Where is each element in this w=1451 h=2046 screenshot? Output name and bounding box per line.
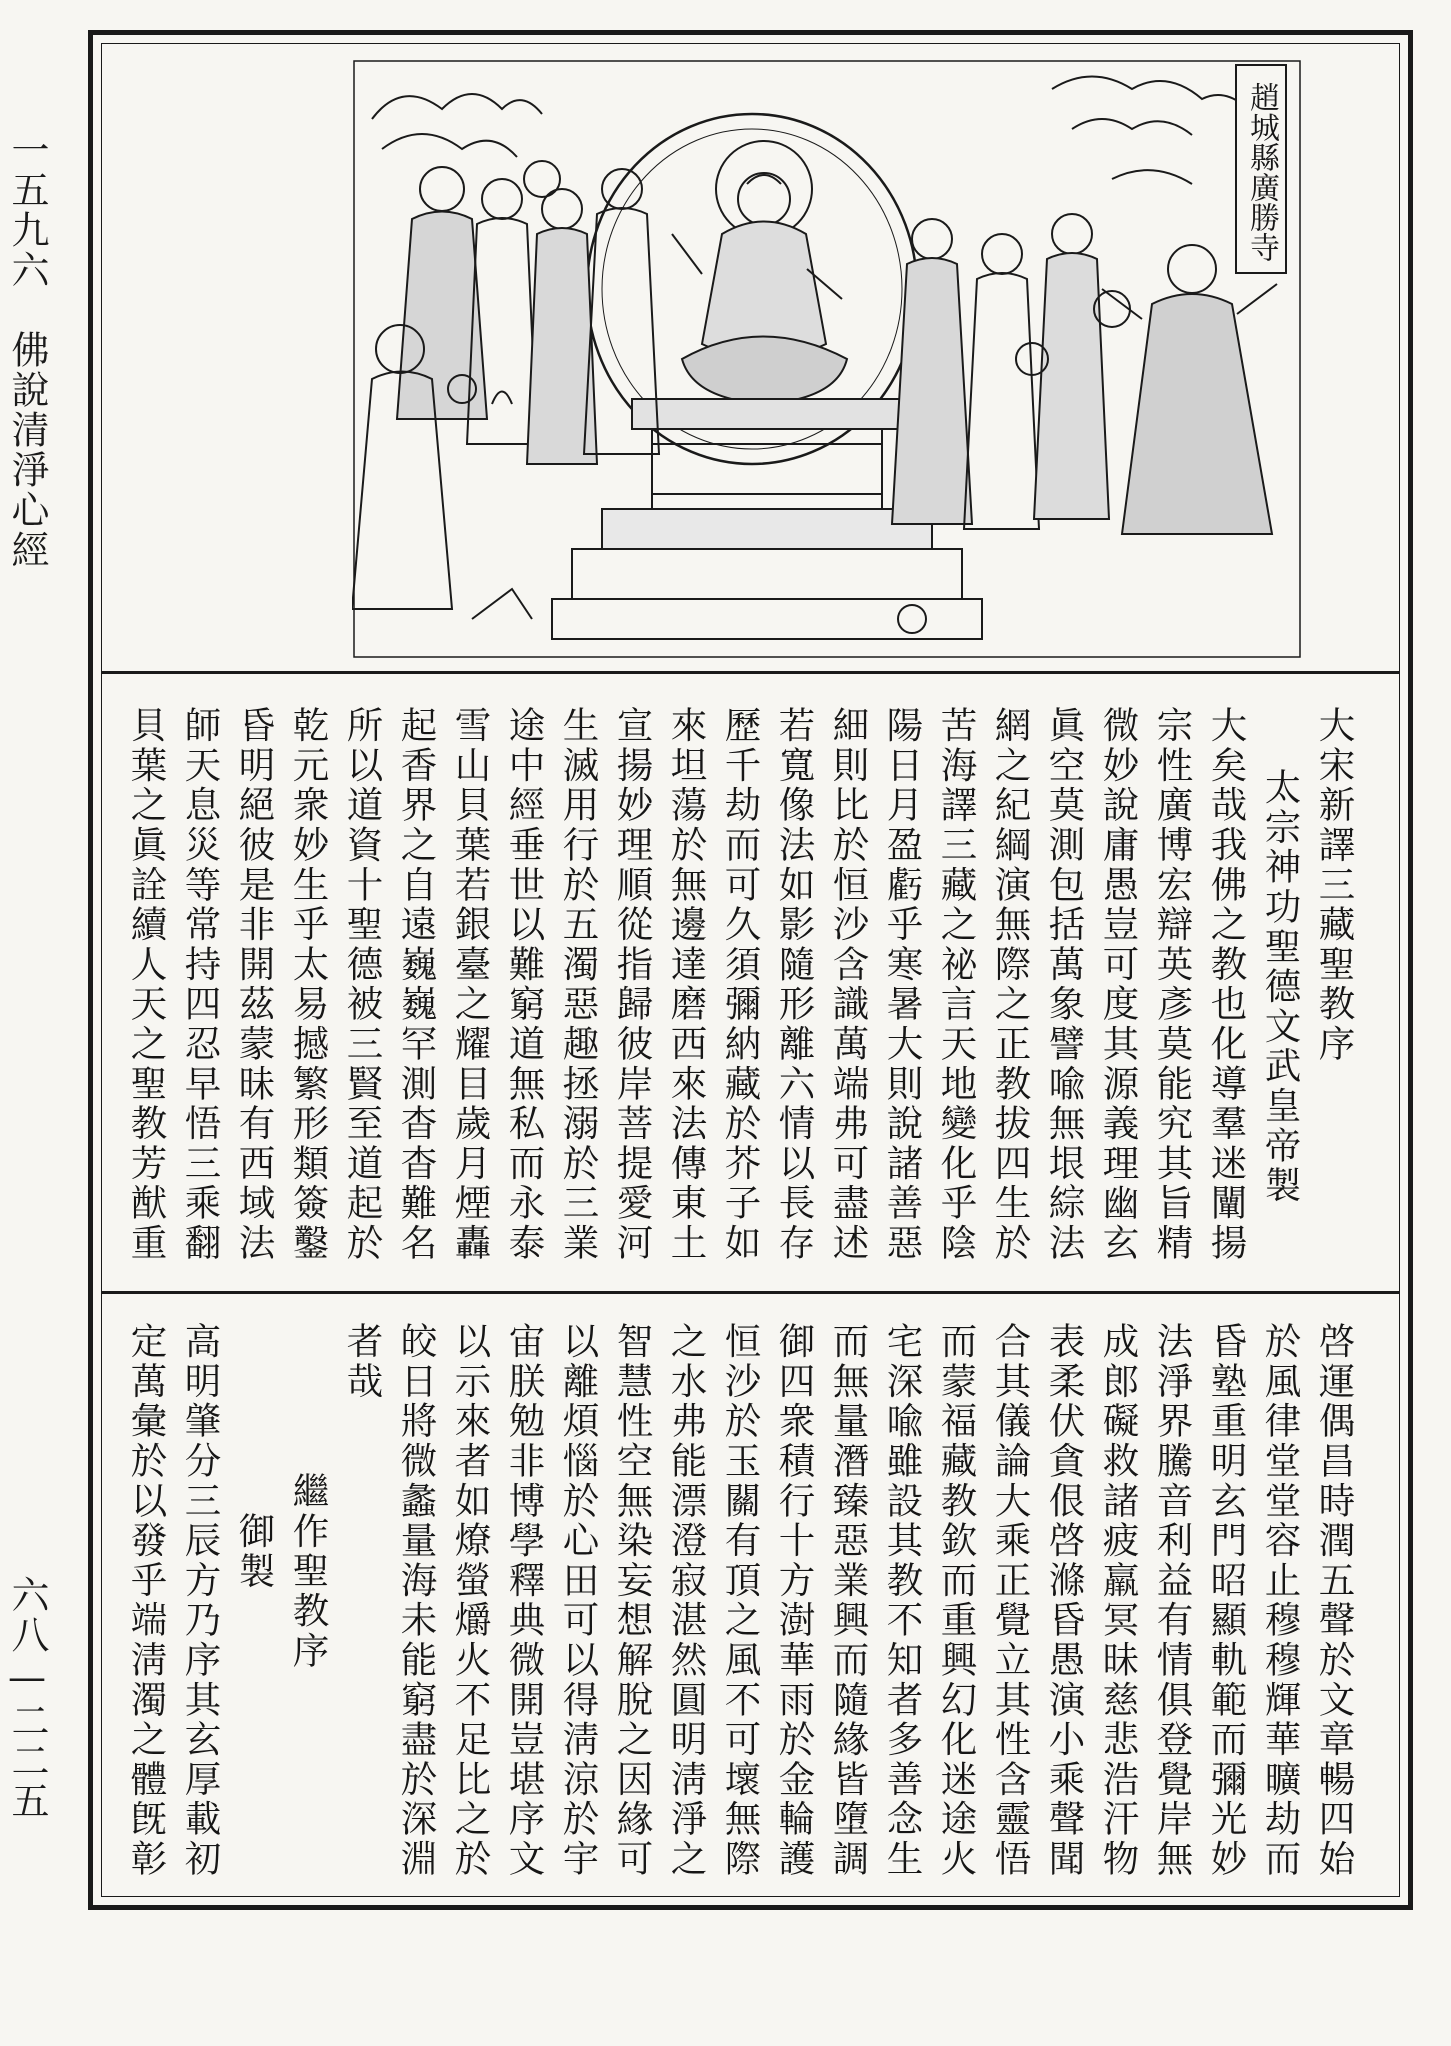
text-column: 昏塾重明玄門昭顯軌範而彌光妙 (1205, 1322, 1248, 1880)
preface-panel (102, 674, 1399, 1294)
text-column: 恒沙於玉關有頂之風不可壞無際 (719, 1322, 762, 1880)
preface-author: 太宗神功聖德文武皇帝製 (1259, 768, 1302, 1206)
text-column: 皎日將微蠡量海未能窮盡於深淵 (395, 1322, 438, 1880)
text-column: 而蒙福藏教欽而重興幻化迷途火 (935, 1322, 978, 1880)
text-column: 眞空莫測包括萬象譬喩無垠綜法 (1043, 706, 1086, 1264)
text-column: 微妙說庸愚豈可度其源義理幽玄 (1097, 706, 1140, 1264)
text-column: 苦海譯三藏之祕言天地變化乎陰 (935, 706, 978, 1264)
buddha-assembly-illustration (352, 59, 1302, 659)
text-column: 成郎礙救諸疲羸冥昧慈悲浩汗物 (1097, 1322, 1140, 1880)
text-column: 而無量潛臻惡業興而隨緣皆墮調 (827, 1322, 870, 1880)
text-column: 者哉 (341, 1322, 384, 1402)
text-column: 宅深喩雖設其教不知者多善念生 (881, 1322, 924, 1880)
preface-title: 大宋新譯三藏聖教序 (1313, 706, 1356, 1065)
text-column: 以離煩惱於心田可以得淸涼於宇 (557, 1322, 600, 1880)
text-column: 陽日月盈虧乎寒暑大則說諸善惡 (881, 706, 924, 1264)
margin-note-page: 六八—二二五 (5, 1575, 49, 1821)
text-column: 高明肇分三辰方乃序其玄厚載初 (179, 1322, 222, 1880)
text-column: 啓運偶昌時潤五聲於文章暢四始 (1313, 1322, 1356, 1880)
text-column: 起香界之自遠巍巍罕測杳杳難名 (395, 706, 438, 1264)
text-column: 昏明絕彼是非開茲蒙昧有西域法 (233, 706, 276, 1264)
inner-border (101, 43, 1400, 1897)
text-column: 合其儀論大乘正覺立其性含靈悟 (989, 1322, 1032, 1880)
text-column: 乾元衆妙生乎太易撼繁形類簽鑿 (287, 706, 330, 1264)
continuation-panel (102, 1294, 1399, 1896)
text-column: 智慧性空無染妄想解脫之因緣可 (611, 1322, 654, 1880)
text-column: 以示來者如燎螢爝火不足比之於 (449, 1322, 492, 1880)
temple-name-cartouche: 趙城縣廣勝寺 (1235, 64, 1287, 274)
second-preface-author: 御製 (233, 1512, 276, 1592)
text-column: 雪山貝葉若銀臺之耀目歲月煙轟 (449, 706, 492, 1264)
text-column: 歷千劫而可久須彌納藏於芥子如 (719, 706, 762, 1264)
preface-text-columns (119, 706, 1361, 1263)
second-preface-title: 繼作聖教序 (287, 1472, 330, 1671)
text-column: 於風律堂堂容止穆穆輝華曠劫而 (1259, 1322, 1302, 1880)
text-column: 所以道資十聖德被三賢至道起於 (341, 706, 384, 1264)
text-column: 貝葉之眞詮續人天之聖教芳猷重 (125, 706, 168, 1264)
text-column: 若寬像法如影隨形離六情以長存 (773, 706, 816, 1264)
text-column: 網之紀綱演無際之正教拔四生於 (989, 706, 1032, 1264)
text-column: 大矣哉我佛之教也化導羣迷闡揚 (1205, 706, 1248, 1264)
text-column: 師天息災等常持四忍早悟三乘翻 (179, 706, 222, 1264)
text-column: 宗性廣博宏辯英彥莫能究其旨精 (1151, 706, 1194, 1264)
text-column: 宙朕勉非博學釋典微開豈堪序文 (503, 1322, 546, 1880)
text-column: 定萬彙於以發乎端淸濁之體旣彰 (125, 1322, 168, 1880)
illustration-panel (102, 44, 1399, 674)
text-column: 御四衆積行十方澍華雨於金輪護 (773, 1322, 816, 1880)
text-column: 宣揚妙理順從指歸彼岸菩提愛河 (611, 706, 654, 1264)
text-column: 來坦蕩於無邊達磨西來法傳東土 (665, 706, 708, 1264)
continuation-text-columns (119, 1322, 1361, 1879)
text-column: 表柔伏貪佷啓滌昏愚演小乘聲聞 (1043, 1322, 1086, 1880)
text-column: 法淨界騰音利益有情俱登覺岸無 (1151, 1322, 1194, 1880)
margin-note-title: 一五九六 佛說清淨心經 (5, 130, 49, 570)
text-column: 之水弗能漂澄寂湛然圓明淸淨之 (665, 1322, 708, 1880)
text-column: 生滅用行於五濁惡趣拯溺於三業 (557, 706, 600, 1264)
text-column: 途中經垂世以難窮道無私而永泰 (503, 706, 546, 1264)
page-frame (88, 30, 1413, 1910)
text-column: 細則比於恒沙含識萬端弗可盡述 (827, 706, 870, 1264)
